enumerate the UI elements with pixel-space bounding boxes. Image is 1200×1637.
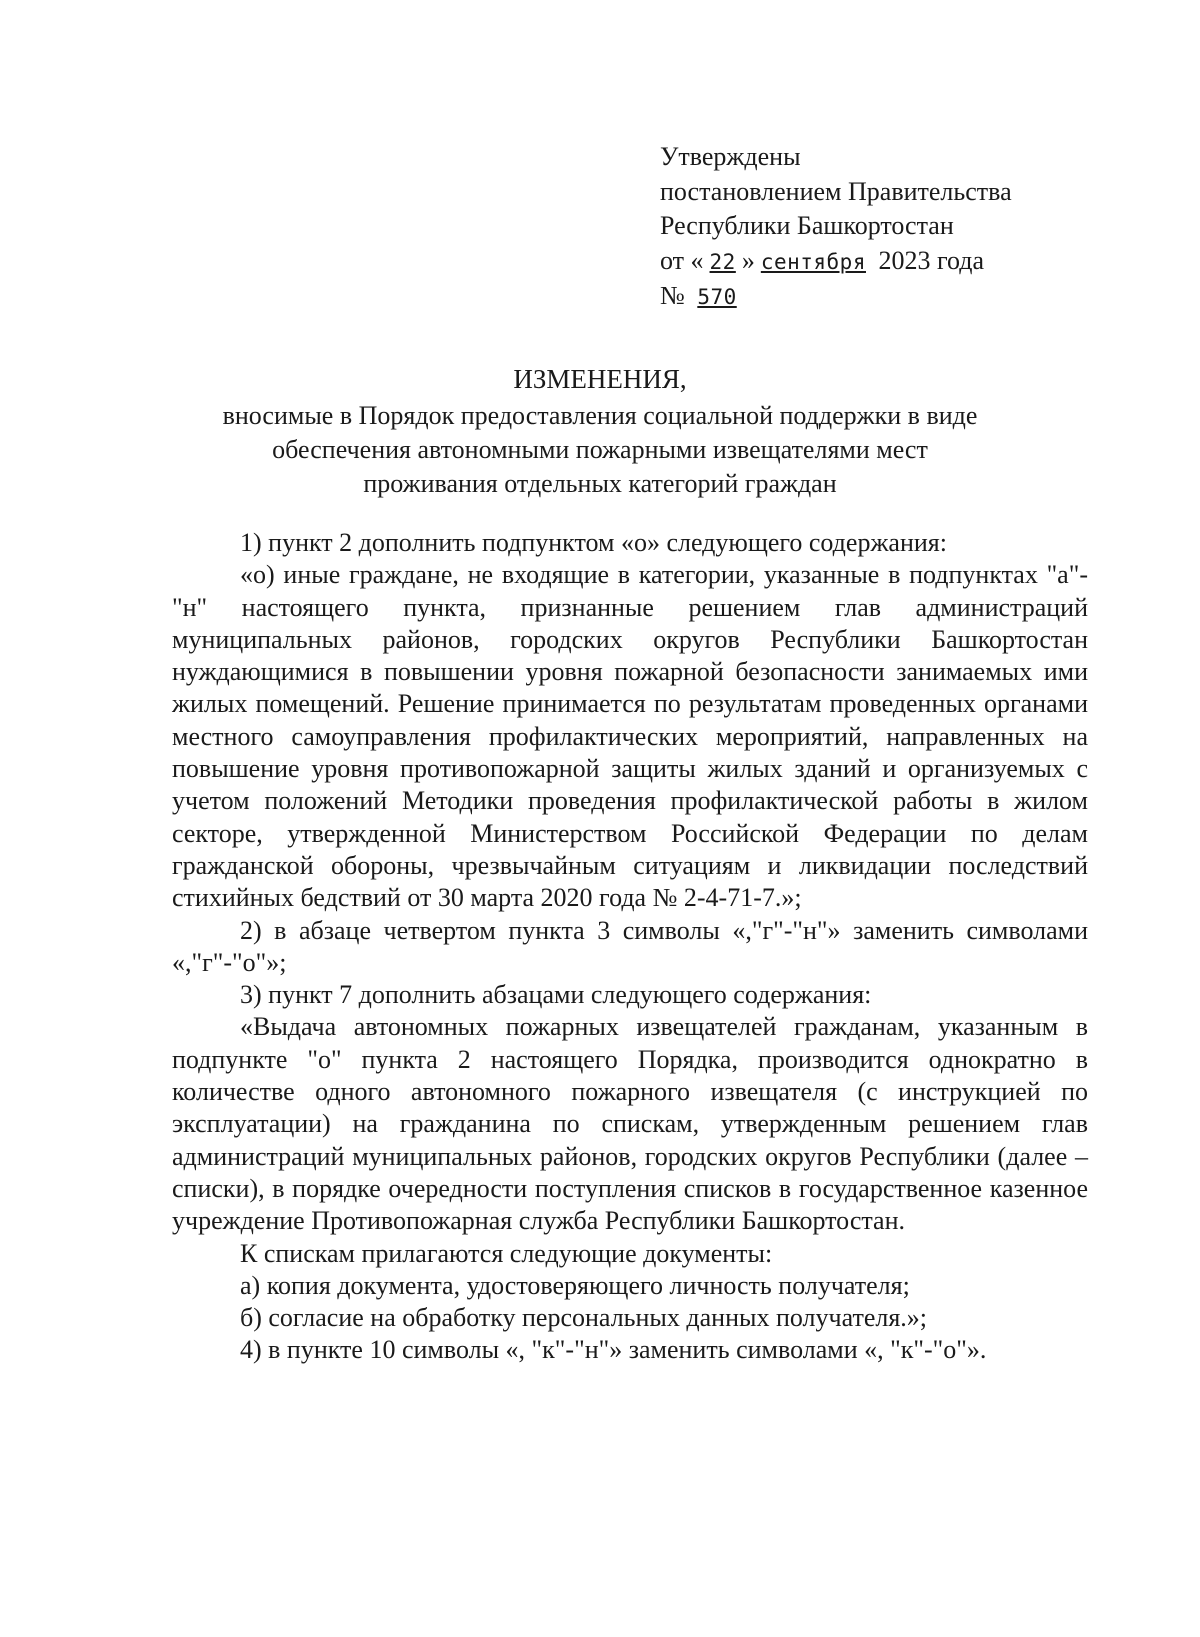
paragraph-1: 1) пункт 2 дополнить подпунктом «о» следующего содержания: [240,528,947,557]
title-line-2: обеспечения автономными пожарными извещателями мест [272,435,928,464]
paragraph-8: б) согласие на обработку персональных данных получателя.»; [240,1303,928,1333]
paragraph-2: «о) иные граждане, не входящие в категории, указанные в подпунктах "а"-"н" настоящего пункта, признанные решением глав администраций муниципальных районов, городских округов Республики Башкортостан нуждающимися в повышении уровня пожарной безопасности занимаемых ими жилых помещений. Решение принимается по результатам проведенных органами местного самоуправления профилактических мероприятий, направленных на повышение уровня противопожарной защиты жилых зданий и организуемых с учетом положений Методики проведения профилактической работы в жилом секторе, утвержденной Министерством Российской Федерации по делам гражданской обороны, чрезвычайным ситуациям и ликвидации последствий стихийных бедствий от 30 марта 2020 года № 2-4-71-7.»; [172,560,1088,913]
approval-line-1: Утверждены [660,142,801,171]
approval-date-line [660,244,1140,280]
document-title [150,362,1050,501]
date-day: 22 [709,249,736,274]
date-prefix: от « [660,245,704,275]
number-prefix: № [660,281,685,310]
paragraph-6: К спискам прилагаются следующие документы: [240,1238,773,1268]
paragraph-9: 4) в пункте 10 символы «, "к"-"н"» заменить символами «, "к"-"о"». [240,1335,987,1365]
title-line-1: вносимые в Порядок предоставления социальной поддержки в виде [222,401,978,430]
approval-line-2: постановлением Правительства [660,176,1012,206]
approval-line-3: Республики Башкортостан [660,211,954,240]
date-year: 2023 года [878,245,985,275]
document-body [172,527,1088,1367]
paragraph-4: 3) пункт 7 дополнить абзацами следующего содержания: [240,980,872,1010]
date-month: сентября [760,249,866,274]
date-mid: » [741,245,755,275]
number-value: 570 [697,285,737,309]
paragraph-7: а) копия документа, удостоверяющего личность получателя; [240,1270,910,1300]
approval-block [660,140,1140,315]
approval-number-line [660,279,1140,315]
paragraph-5: «Выдача автономных пожарных извещателей гражданам, указанным в подпункте "о" пункта 2 настоящего Порядка, производится однократно в количестве одного автономного пожарного извещателя (с инструкцией по эксплуатации) на гражданина по спискам, утвержденным решением глав администраций муниципальных районов, городских округов Республики (далее – списки), в порядке очередности поступления списков в государственное казенное учреждение Противопожарная служба Республики Башкортостан. [172,1012,1088,1236]
title-line-3: проживания отдельных категорий граждан [363,469,837,498]
paragraph-3: 2) в абзаце четвертом пункта 3 символы «,"г"-"н"» заменить символами «,"г"-"о"»; [172,915,1088,977]
title-heading: ИЗМЕНЕНИЯ, [513,364,687,394]
